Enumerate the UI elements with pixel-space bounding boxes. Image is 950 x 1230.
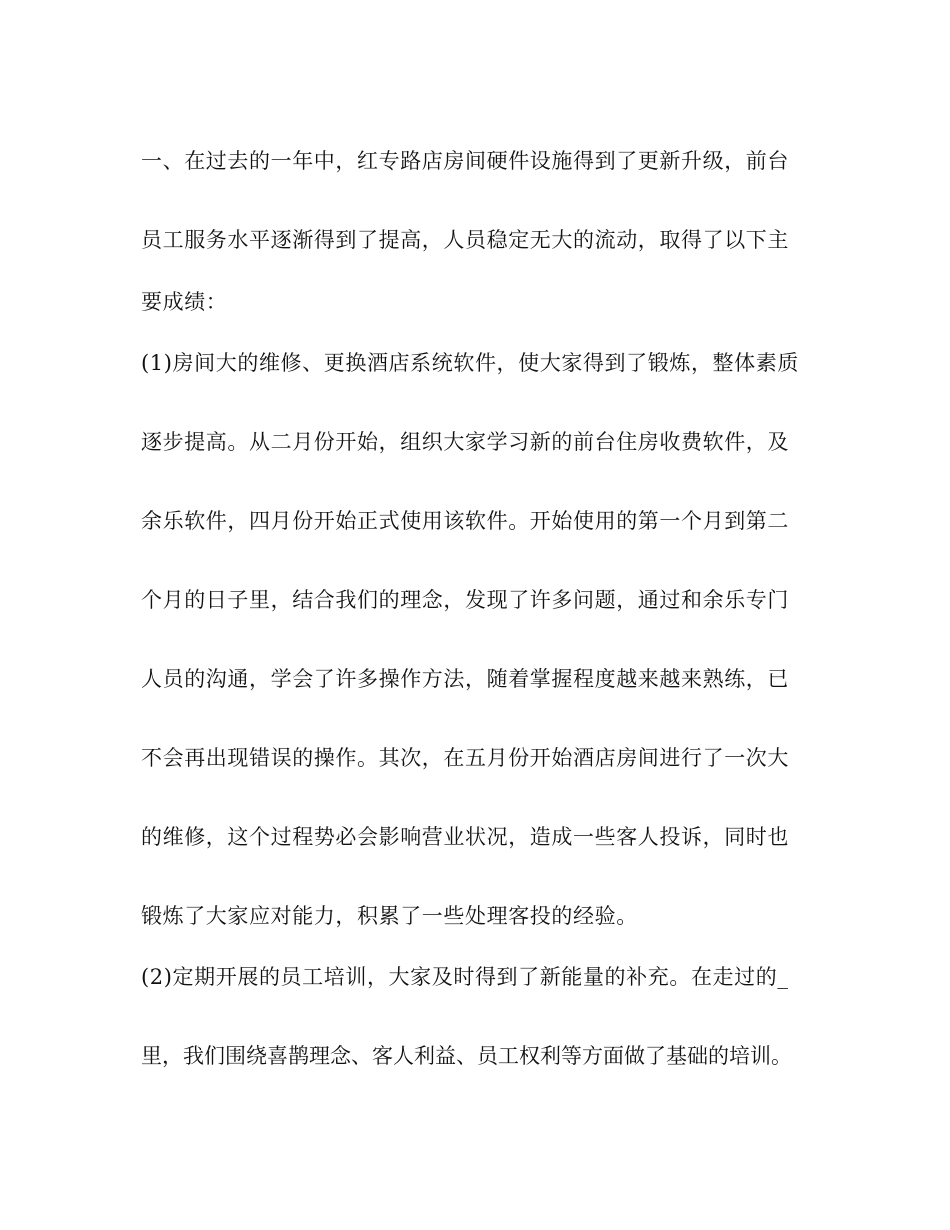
paragraph-line: 里，我们围绕喜鹊理念、客人利益、员工权利等方面做了基础的培训。 — [141, 1044, 792, 1068]
paragraph-line: (2)定期开展的员工培训，大家及时得到了新能量的补充。在走过的_ — [141, 965, 789, 989]
paragraph-line: 个月的日子里，结合我们的理念，发现了许多问题，通过和余乐专门 — [141, 588, 789, 612]
paragraph-line: 的维修，这个过程势必会影响营业状况，造成一些客人投诉，同时也 — [141, 825, 789, 849]
paragraph-line: 锻炼了大家应对能力，积累了一些处理客投的经验。 — [141, 904, 638, 928]
paragraph-line: 要成绩： — [141, 290, 228, 314]
paragraph-line: 余乐软件，四月份开始正式使用该软件。开始使用的第一个月到第二 — [141, 509, 789, 533]
paragraph-line: 一、在过去的一年中，红专路店房间硬件设施得到了更新升级，前台 — [141, 149, 789, 173]
paragraph-line: 员工服务水平逐渐得到了提高，人员稳定无大的流动，取得了以下主 — [141, 228, 789, 252]
paragraph-line: 人员的沟通，学会了许多操作方法，随着掌握程度越来越来熟练，已 — [141, 667, 789, 691]
paragraph-line: 逐步提高。从二月份开始，组织大家学习新的前台住房收费软件，及 — [141, 430, 789, 454]
paragraph-line: 不会再出现错误的操作。其次，在五月份开始酒店房间进行了一次大 — [141, 746, 789, 770]
paragraph-line: (1)房间大的维修、更换酒店系统软件，使大家得到了锻炼，整体素质 — [141, 351, 799, 375]
